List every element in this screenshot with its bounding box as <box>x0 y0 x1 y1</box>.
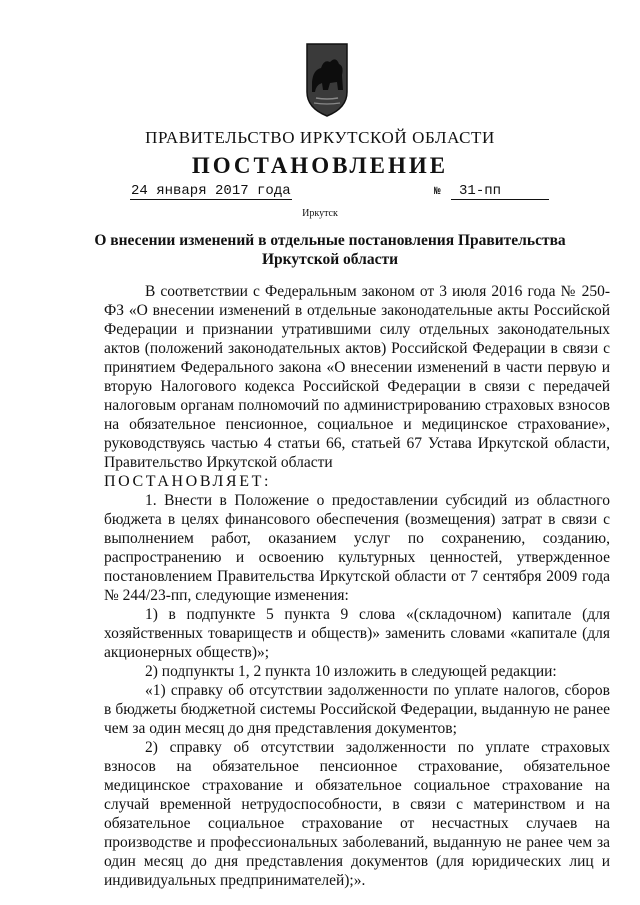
document-body <box>104 282 610 890</box>
document-date <box>130 183 292 199</box>
document-type: ПОСТАНОВЛЕНИЕ <box>191 153 449 178</box>
subitem-2-paragraph: 2) подпункты 1, 2 пункта 10 изложить в следующей редакции: <box>145 663 557 680</box>
number-sign: № <box>434 186 441 198</box>
item-1-paragraph: 1. Внести в Положение о предоставлении субсидий из областного бюджета в целях финансового обеспечения (возмещения) затрат в связи с выполнением работ, оказанием услуг по сохранению, созданию, распространению и освоению культурных ценностей, утвержденное постановлением Правительства Иркутской области от 7 сентября 2009 года № 244/23-пп, следующие изменения: <box>104 492 610 604</box>
quoted-subitem-2-paragraph: 2) справку об отсутствии задолженности по уплате страховых взносов на обязательное пенсионное страхование, обязательное медицинское страхование и обязательное социальное страхование на случай временной нетрудоспособности, в связи с материнством и на обязательное социальное страхование от несчастных случаев на производстве и профессиональных заболеваний, выданную не ранее чем за один месяц до дня представления документов (для юридических лиц и индивидуальных предпринимателей);». <box>104 739 610 889</box>
preamble-paragraph: В соответствии с Федеральным законом от 3 июля 2016 года № 250-ФЗ «О внесении изменений в отдельные законодательные акты Российской Федерации и признании утратившими силу отдельных законодательных актов (положений законодательных актов) Российской Федерации в связи с принятием Федерального закона «О внесении изменений в части первую и вторую Налогового кодекса Российской Федерации в связи с передачей налоговым органам полномочий по администрированию страховых взносов на обязательное пенсионное, социальное и медицинское страхование», руководствуясь частью 4 статьи 66, статьей 67 Устава Иркутской области, Правительство Иркутской области <box>104 283 610 471</box>
issuing-authority: ПРАВИТЕЛЬСТВО ИРКУТСКОЙ ОБЛАСТИ <box>145 128 495 147</box>
number-value: 31-пп <box>451 183 549 200</box>
coat-of-arms-icon <box>304 42 350 118</box>
subitem-1-paragraph: 1) в подпункте 5 пункта 9 слова «(складочном) капитале (для хозяйственных товариществ и обществ)» заменить словами «капитале (для акционерных обществ)»; <box>104 606 610 661</box>
document-number <box>434 183 549 200</box>
document-title: О внесении изменений в отдельные постановления Правительства Иркутской области <box>94 232 566 268</box>
date-value: 24 января 2017 года <box>131 183 291 199</box>
decree-word: ПОСТАНОВЛЯЕТ: <box>104 473 271 490</box>
city: Иркутск <box>302 208 338 219</box>
quoted-subitem-1-paragraph: «1) справку об отсутствии задолженности по уплате налогов, сборов в бюджеты бюджетной системы Российской Федерации, выданную не ранее чем за один месяц до дня представления документов; <box>104 682 610 737</box>
